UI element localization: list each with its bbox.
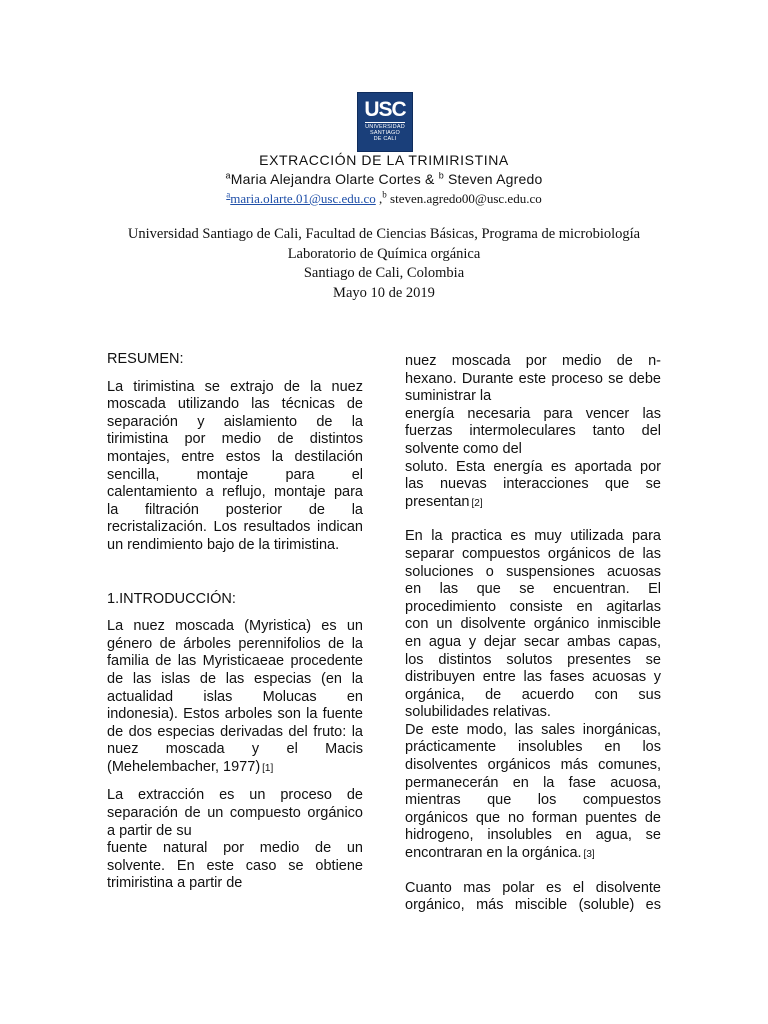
text-fragment: encontraran en la orgánica. — [405, 845, 582, 862]
email-b: steven.agredo00@usc.edu.co — [386, 191, 542, 206]
paper-title: EXTRACCIÓN DE LA TRIMIRISTINA — [259, 152, 509, 168]
text-line: nuez moscada por medio de n- — [405, 353, 661, 369]
text-line: sencilla, montaje para el — [107, 466, 363, 483]
text-line: hexano. Durante este proceso se debe — [405, 370, 661, 387]
logo-line: DE CALI — [373, 136, 397, 142]
text-line: mientras que los compuestos — [405, 792, 661, 809]
text-line: separar compuestos orgánicos de las — [405, 545, 661, 562]
left-column — [107, 351, 363, 893]
text-line: orgánica, de acuerdo con sus — [405, 686, 661, 703]
affiliation-block — [0, 225, 768, 303]
section-heading-resumen: RESUMEN: — [107, 351, 184, 367]
author-mark: a — [225, 170, 231, 181]
text-line: La extracción es un proceso de — [107, 787, 363, 804]
text-line: orgánico, más miscible (soluble) es — [405, 897, 661, 914]
text-line: energía necesaria para vencer las — [405, 405, 661, 422]
reference-marker: [1] — [262, 762, 274, 774]
text-line: distribuyen entre las fases acuosas y — [405, 669, 661, 686]
text-line: separación de un compuesto orgánico — [107, 805, 363, 822]
text-line: prácticamente insolubles en los — [405, 739, 661, 756]
section-heading-introduccion: 1.INTRODUCCIÓN: — [107, 590, 236, 607]
email-mark: a — [226, 189, 231, 200]
email-link-a[interactable]: maria.olarte.01@usc.edu.co — [230, 191, 376, 206]
email-mark: b — [382, 189, 387, 200]
text-line: indonesia). Estos arboles son la fuente — [107, 706, 363, 723]
text-line: La tirimistina se extrajo de la nuez — [107, 378, 363, 395]
right-column — [405, 353, 661, 915]
affiliation-line: Universidad Santiago de Cali, Facultad de Ciencias Básicas, Programa de microbiología — [127, 226, 641, 242]
text-line: moscada utilizando las técnicas de — [107, 396, 363, 413]
text-line — [405, 845, 661, 864]
intro-paragraph — [107, 618, 363, 777]
text-line: solubilidades relativas. — [405, 704, 551, 721]
logo-line: SANTIAGO — [369, 130, 401, 136]
affiliation-line: Laboratorio de Química orgánica — [287, 245, 481, 262]
affiliation-date: Mayo 10 de 2019 — [333, 284, 435, 301]
text-line: De este modo, las sales inorgánicas, — [405, 721, 661, 738]
text-line — [107, 759, 363, 778]
text-line: Cuanto mas polar es el disolvente — [405, 879, 661, 896]
text-line: soluto. Esta energía es aportada por — [405, 458, 661, 475]
polarity-paragraph — [405, 880, 661, 915]
text-line: a partir de su — [107, 822, 192, 839]
logo-text: USC — [364, 98, 406, 121]
extraction-paragraph — [107, 787, 363, 893]
solvent-paragraph — [405, 353, 661, 512]
citation-text: (Mehelembacher, 1977) — [107, 758, 261, 775]
text-line: en las que se encuentran. El — [405, 581, 661, 598]
text-line: calentamiento a reflujo, montaje para — [107, 484, 363, 501]
text-line: actualidad islas Molucas en — [107, 688, 363, 705]
affiliation-line: Santiago de Cali, Colombia — [303, 265, 465, 281]
text-line: trimiristina a partir de — [107, 875, 243, 892]
university-logo — [357, 92, 413, 152]
text-line: montajes, entre estos la destilación — [107, 448, 363, 465]
reference-marker: [3] — [583, 849, 595, 861]
text-line: solvente como del — [405, 440, 522, 457]
text-line: permanecerán en la fase acuosa, — [405, 774, 661, 791]
salts-paragraph — [405, 722, 661, 864]
text-line: disolventes orgánicos más comunes, — [405, 757, 661, 774]
text-line: En la practica es muy utilizada para — [405, 528, 661, 545]
practice-paragraph — [405, 528, 661, 722]
text-line: un rendimiento bajo de la tirimistina. — [107, 536, 340, 553]
text-line: de las islas de las especias (en la — [107, 670, 363, 687]
text-line: soluciones o suspensiones acuosas — [405, 563, 661, 580]
text-line: La nuez moscada (Myristica) es un — [107, 618, 363, 635]
text-line: de dos especias derivadas del fruto: la — [107, 723, 363, 740]
text-line: orgánicos que no forman puentes de — [405, 809, 661, 826]
logo-divider — [365, 122, 405, 123]
logo-line: UNIVERSIDAD — [365, 124, 405, 130]
author-b: Steven Agredo — [443, 171, 543, 187]
text-line: los distintos solutos presentes se — [405, 651, 661, 668]
text-line: fuente natural por medio de un — [107, 840, 363, 857]
text-line: procedimiento consiste en agitarlas — [405, 598, 661, 615]
text-line: las nuevas interacciones que se — [405, 476, 661, 493]
text-line: la filtración posterior de la — [107, 501, 363, 518]
text-line: recristalización. Los resultados indican — [107, 519, 363, 536]
text-line: familia de las Myristicaeae procedente — [107, 653, 363, 670]
text-line: suministrar la — [405, 388, 492, 405]
text-line: con un disolvente orgánico inmiscible — [405, 616, 661, 633]
text-line: en agua y dejar secar ambas capas, — [405, 633, 661, 650]
text-line: solvente. En este caso se obtiene — [107, 857, 363, 874]
text-line: género de árboles perennifolios de la — [107, 635, 363, 652]
email-separator: , — [375, 191, 383, 206]
text-line: separación y aislamiento de la — [107, 413, 363, 430]
reference-marker: [2] — [471, 497, 483, 509]
text-line: tirimistina por medio de distintos — [107, 431, 363, 448]
author-a: Maria Alejandra Olarte Cortes & — [230, 171, 439, 187]
authors-line — [0, 171, 768, 187]
text-line: nuez moscada y el Macis — [107, 741, 363, 758]
emails-line — [0, 191, 768, 207]
text-line: hidrogeno, insolubles en agua, se — [405, 827, 661, 844]
text-line: fuerzas intermoleculares tanto del — [405, 423, 661, 440]
text-line — [405, 494, 661, 513]
resumen-paragraph — [107, 379, 363, 555]
author-mark: b — [438, 170, 444, 181]
text-fragment: presentan — [405, 493, 470, 510]
